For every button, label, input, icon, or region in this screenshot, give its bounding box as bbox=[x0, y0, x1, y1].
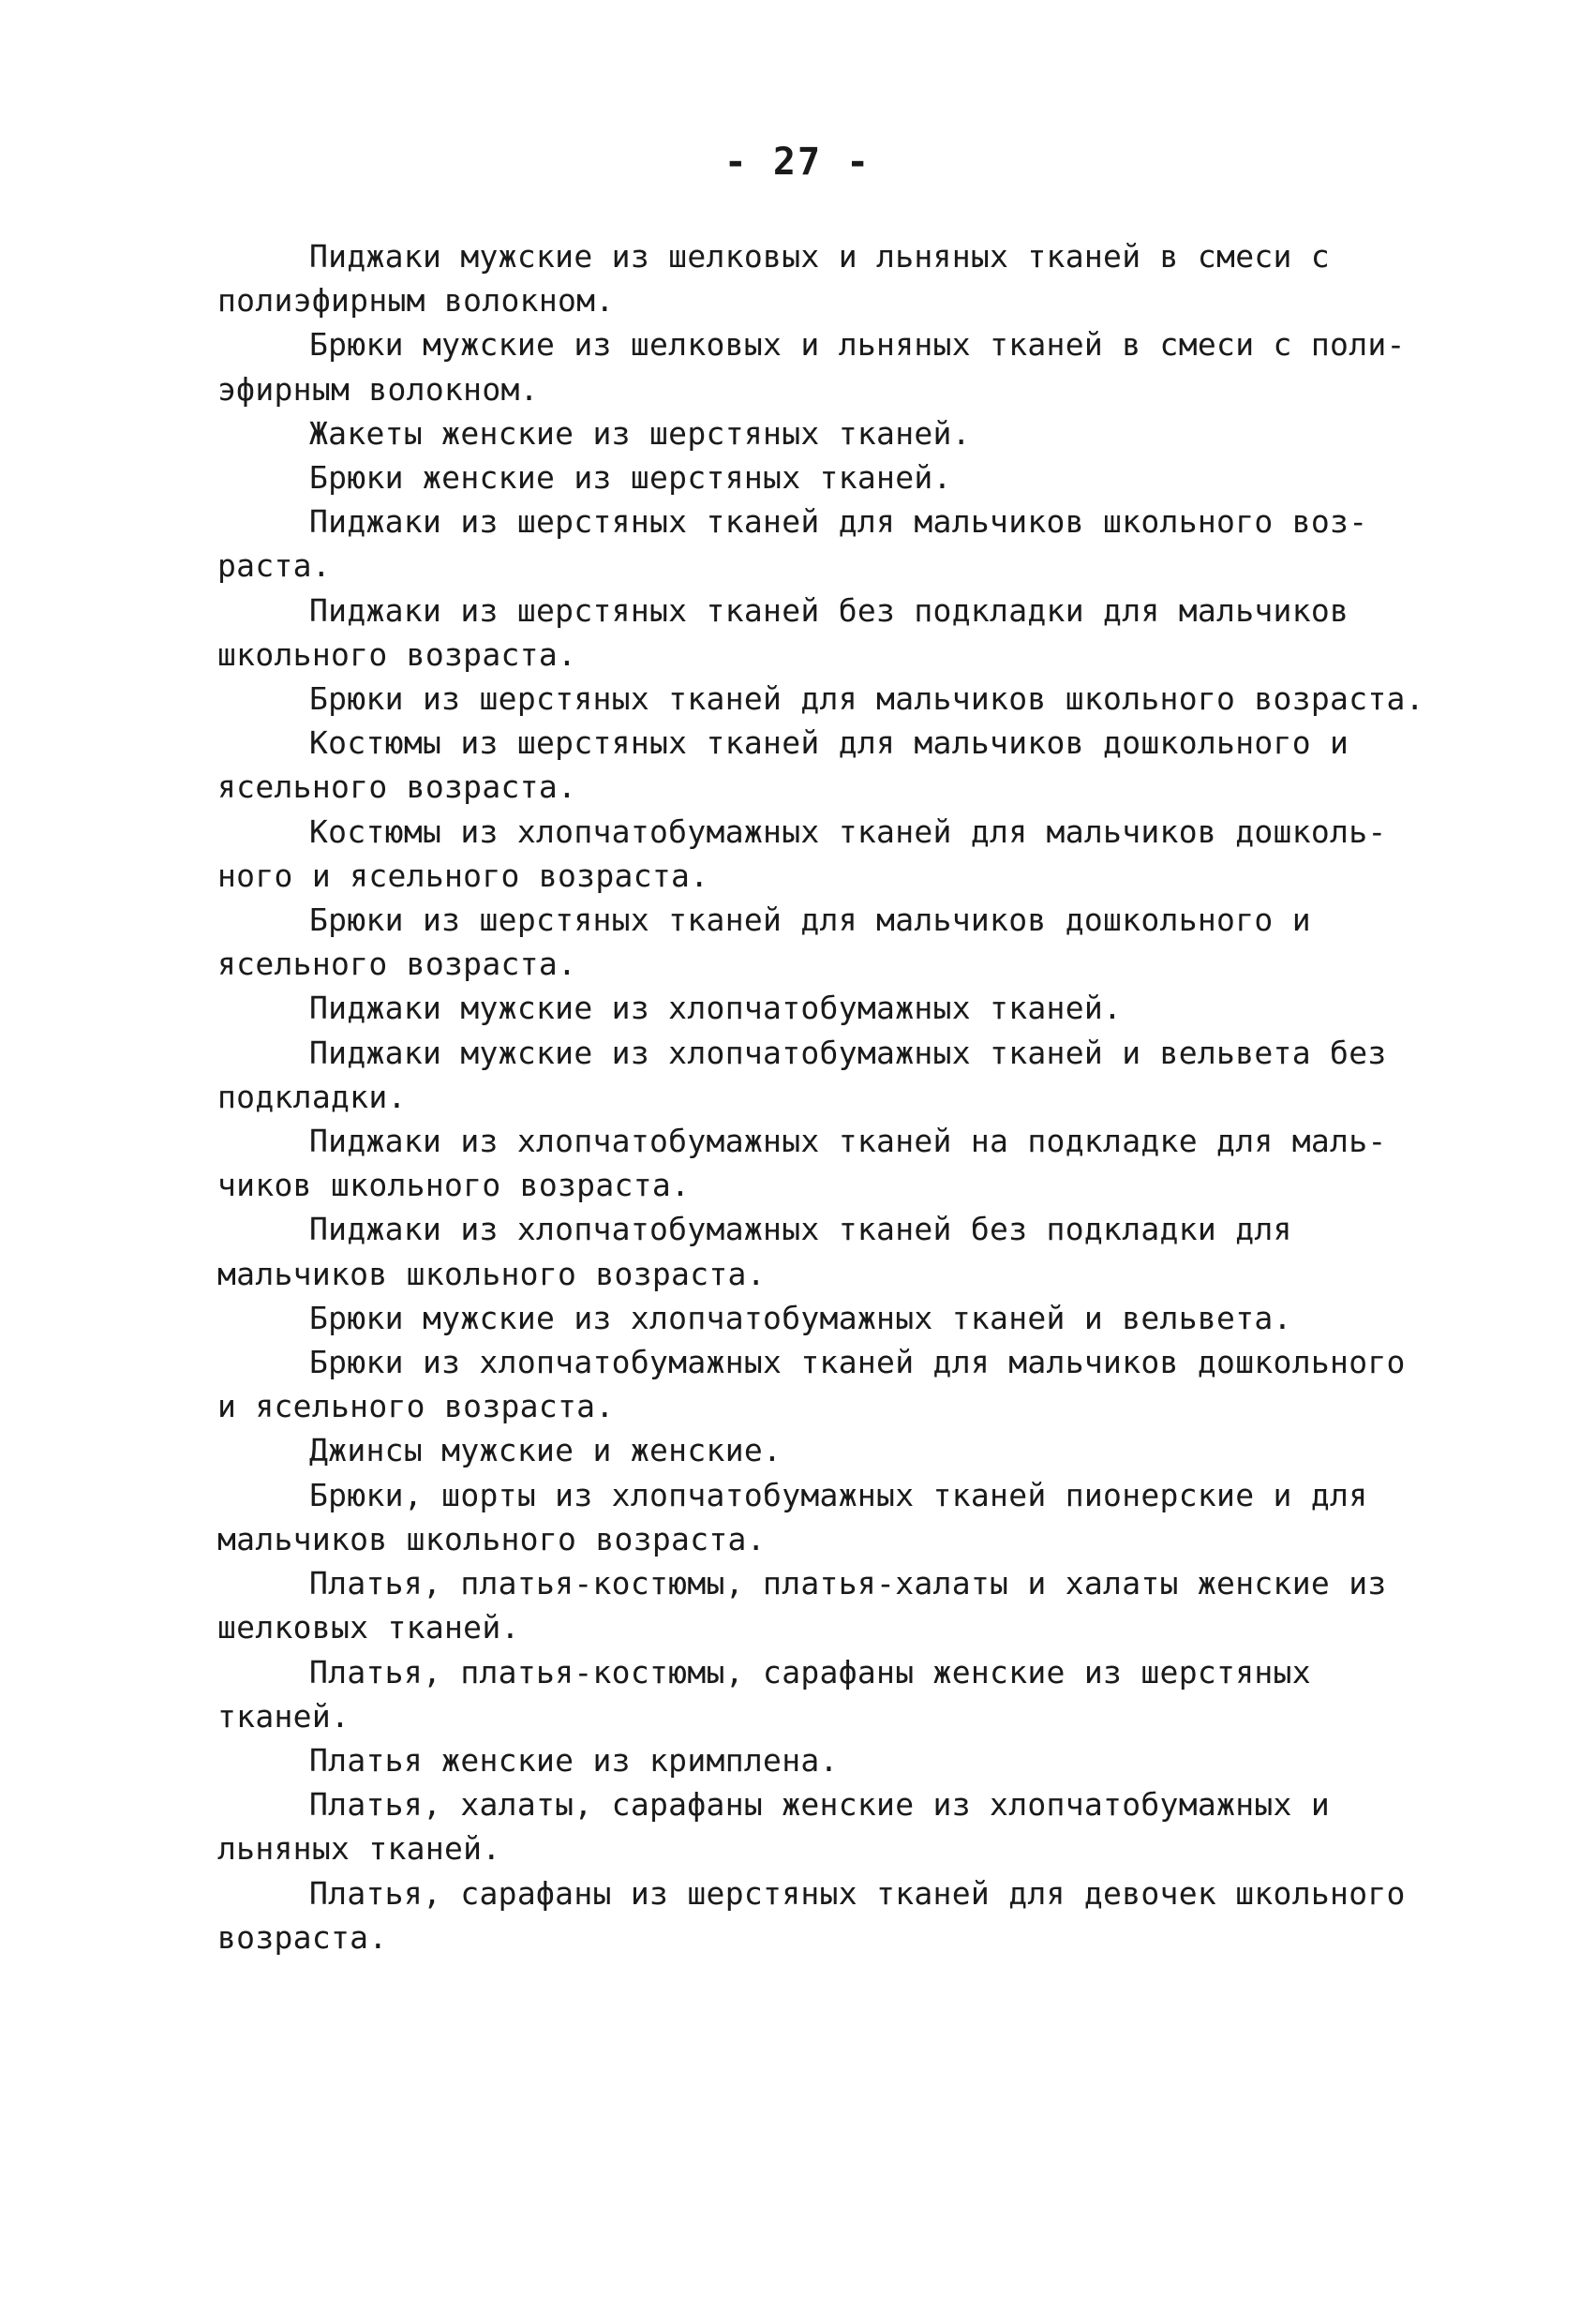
paragraph bbox=[217, 677, 1424, 721]
text-line: Джинсы мужские и женские. bbox=[309, 1432, 783, 1469]
text-line: мальчиков школьного возраста. bbox=[217, 1255, 766, 1292]
text-line: Костюмы из хлопчатобумажных тканей для мальчиков дошколь- bbox=[309, 812, 1387, 850]
paragraph bbox=[217, 1031, 1389, 1119]
text-line: и ясельного возраста. bbox=[217, 1388, 615, 1425]
text-line: ясельного возраста. bbox=[217, 768, 577, 806]
text-line: эфирным волокном. bbox=[217, 370, 539, 408]
text-line: Брюки, шорты из хлопчатобумажных тканей пионерские и для bbox=[309, 1476, 1368, 1513]
paragraph bbox=[217, 721, 1389, 809]
paragraph bbox=[217, 411, 1389, 455]
paragraph bbox=[217, 1340, 1406, 1428]
paragraph bbox=[217, 1428, 1389, 1472]
text-line: Пиджаки из хлопчатобумажных тканей без подкладки для bbox=[309, 1211, 1292, 1248]
text-line: тканей. bbox=[217, 1697, 350, 1735]
paragraph bbox=[217, 898, 1389, 986]
text-line: Платья, платья-костюмы, сарафаны женские из шерстяных bbox=[309, 1653, 1311, 1691]
paragraph bbox=[217, 455, 1389, 499]
text-line: возраста. bbox=[217, 1918, 388, 1956]
text-line: льняных тканей. bbox=[217, 1830, 501, 1868]
text-line: Брюки из шерстяных тканей для мальчиков школьного возраста. bbox=[309, 680, 1424, 718]
text-line: Платья, платья-костюмы, платья-халаты и халаты женские из bbox=[309, 1565, 1387, 1602]
document-body bbox=[217, 234, 1424, 1959]
paragraph bbox=[217, 322, 1406, 410]
paragraph bbox=[217, 499, 1389, 588]
paragraph bbox=[217, 1207, 1389, 1295]
paragraph bbox=[217, 588, 1389, 677]
text-line: подкладки. bbox=[217, 1078, 407, 1115]
text-line: ясельного возраста. bbox=[217, 946, 577, 983]
text-line: Платья женские из кримплена. bbox=[309, 1741, 839, 1779]
paragraph bbox=[217, 1561, 1389, 1649]
text-line: Костюмы из шерстяных тканей для мальчиков дошкольного и bbox=[309, 724, 1349, 762]
text-line: мальчиков школьного возраста. bbox=[217, 1520, 766, 1557]
text-line: Пиджаки из хлопчатобумажных тканей на подкладке для маль- bbox=[309, 1123, 1387, 1160]
text-line: Пиджаки мужские из шелковых и льняных тканей в смеси с bbox=[309, 238, 1331, 275]
text-line: Пиджаки мужские из хлопчатобумажных тканей. bbox=[309, 990, 1123, 1027]
paragraph bbox=[217, 1782, 1389, 1870]
paragraph bbox=[217, 234, 1389, 322]
text-line: Пиджаки из шерстяных тканей без подкладки для мальчиков bbox=[309, 591, 1349, 629]
text-line: Пиджаки из шерстяных тканей для мальчиков школьного воз- bbox=[309, 503, 1368, 541]
text-line: Пиджаки мужские из хлопчатобумажных тканей и вельвета без bbox=[309, 1034, 1387, 1071]
text-line: Платья, халаты, сарафаны женские из хлопчатобумажных и bbox=[309, 1786, 1331, 1824]
paragraph bbox=[217, 1296, 1389, 1340]
paragraph bbox=[217, 1738, 1389, 1782]
text-line: Брюки из шерстяных тканей для мальчиков дошкольного и bbox=[309, 901, 1311, 939]
paragraph bbox=[217, 1473, 1389, 1561]
text-line: Брюки из хлопчатобумажных тканей для мальчиков дошкольного bbox=[309, 1344, 1406, 1381]
paragraph bbox=[217, 1119, 1389, 1207]
text-line: Брюки женские из шерстяных тканей. bbox=[309, 459, 952, 497]
text-line: Брюки мужские из шелковых и льняных тканей в смеси с поли- bbox=[309, 326, 1406, 364]
paragraph bbox=[217, 986, 1389, 1030]
text-line: раста. bbox=[217, 547, 332, 585]
text-line: чиков школьного возраста. bbox=[217, 1167, 691, 1204]
text-line: полиэфирным волокном. bbox=[217, 282, 615, 320]
text-line: шелковых тканей. bbox=[217, 1609, 520, 1646]
page-number: - 27 - bbox=[723, 141, 872, 184]
text-line: школьного возраста. bbox=[217, 635, 577, 673]
text-line: Брюки мужские из хлопчатобумажных тканей и вельвета. bbox=[309, 1299, 1292, 1336]
text-line: ного и ясельного возраста. bbox=[217, 857, 709, 894]
paragraph bbox=[217, 1871, 1406, 1959]
paragraph bbox=[217, 810, 1389, 898]
text-line: Жакеты женские из шерстяных тканей. bbox=[309, 414, 971, 452]
paragraph bbox=[217, 1650, 1389, 1738]
text-line: Платья, сарафаны из шерстяных тканей для девочек школьного bbox=[309, 1874, 1406, 1912]
